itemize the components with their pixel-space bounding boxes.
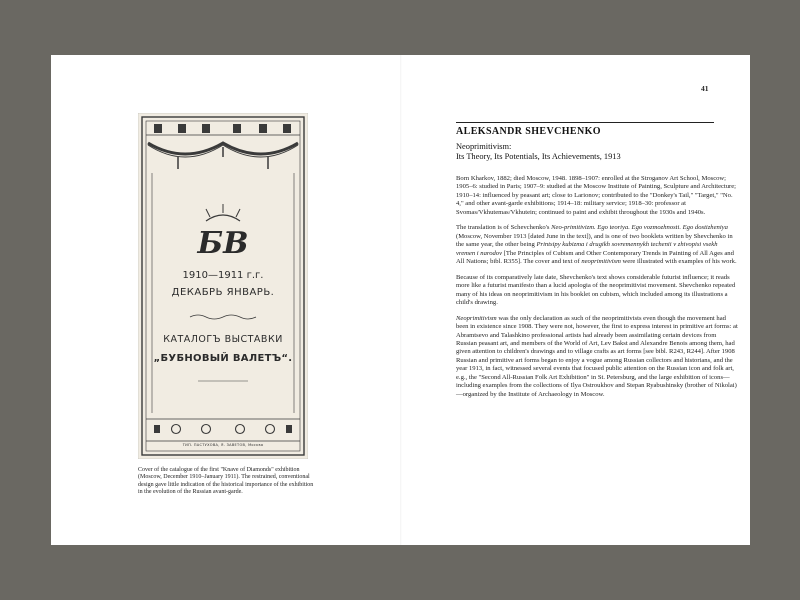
cover-year-line: 1910—1911 г.г. xyxy=(182,270,264,281)
cover-printer-line: ТИП. ПАСТУХОВА, Я. ЗАВЕТОВ, Москва xyxy=(182,443,264,447)
svg-text:БВ: БВ xyxy=(197,226,249,261)
author-heading: ALEKSANDR SHEVCHENKO xyxy=(456,126,601,137)
figure-caption: Cover of the catalogue of the first "Knave of Diamonds" exhibition (Moscow, December 1910–January 1911). The restrained, conventional design gave little indication of the historical importance of the exhibition in the evolution of the Russian avant-garde. xyxy=(138,467,314,496)
p2-text-e: [The Principles of Cubism and Other Contemporary Trends in Painting of All Ages and All Nations; bibl. R355]. The cover and text of xyxy=(456,249,734,266)
p2-italic-second-title: Printsipy kubizma i drugikh sovremennykh techenii v zhivopisi vsekh vremen i narodov xyxy=(456,241,718,257)
paragraph-futurist-influence: Because of its comparatively late date, Shevchenko's text shows considerable futurist influence; it reads more like a futurist manifesto than a lucid apologia of the neoprimitivist movement. Shevchenko repeated many of his ideas on neoprimitivism in his booklet on cubism, which included among its illustrations a child's drawing. xyxy=(456,273,736,307)
page-number: 41 xyxy=(701,84,709,93)
book-spread xyxy=(51,55,750,545)
paragraph-neoprimitivism xyxy=(456,315,738,399)
article-body xyxy=(456,175,738,406)
page-gutter xyxy=(400,55,402,545)
p2-text-c: (Moscow, November 1913 [dated June in the text]), and is one of two booklets written by Shevchenko in the same year, the other being xyxy=(456,232,733,249)
p2-text-g: were illustrated with examples of his work. xyxy=(620,258,737,266)
subtitle-line-2: Its Theory, Its Potentials, Its Achievements, 1913 xyxy=(456,152,621,162)
cover-catalogue-line: КАТАЛОГЪ ВЫСТАВКИ xyxy=(163,334,283,345)
p2-text-a: The translation is of Schevchenko's xyxy=(456,224,552,232)
heading-rule xyxy=(456,122,714,123)
monogram-emblem xyxy=(197,204,249,261)
p2-italic-work: neoprimitivism xyxy=(581,258,621,266)
subtitle-line-1: Neoprimitivism: xyxy=(456,142,512,151)
p4-text: was the only declaration as such of the neoprimitivists even though the movement had been in existence since 1908. They were not, however, the first to express interest in primitive art forms: at Abramtsevo and Talashkino professional artists had already been assimilating certain devices from Russian peasant art, and members of the World of Art, Lev Bakst and Alexandre Benois among them, had given attention to children's drawings and to village crafts as art forms [see bibl. R243, R244]. After 1908 Russian and primitive art forms began to enjoy a vogue among Russian collectors and historians, and the year 1913, in fact, witnessed several events that focused public attention on the Russian icon and folk art, e.g., the "Second All-Russian Folk Art Exhibition" in St. Petersburg, and the large exhibition of icons—including examples from the collections of Ilya Ostroukhov and Stepan Ryabushinsky (brother of Nikolai)—organized by the Institute of Archaeology in Moscow. xyxy=(456,314,738,398)
cover-ornament-frame xyxy=(138,113,308,459)
paragraph-translation-note xyxy=(456,224,738,266)
paragraph-biography: Born Kharkov, 1882; died Moscow, 1948. 1898–1907: enrolled at the Stroganov Art School, Moscow; 1905–6: studied in Paris; 1907–9: studied at the Moscow Institute of Painting, Sculpture and Architecture; 1910–14: influenced by peasant art; close to Larionov; contributed to the "Donkey's Tail," "Target," "No. 4," and other avant-garde exhibitions; 1914–18: military service; 1918–30: professor at Svomas/Vkhutemas/Vkhutein; continued to paint and exhibit throughout the 1930s and 1940s. xyxy=(456,175,737,216)
p2-italic-title: Neo-primitivizm. Ego teoriya. Ego vozmozhnosti. Ego dostizheniya xyxy=(551,224,728,232)
p4-italic-lead: Neoprimitivism xyxy=(456,314,497,322)
cover-title-line: „БУБНОВЫЙ ВАЛЕТЪ“. xyxy=(153,353,293,364)
catalogue-cover-image xyxy=(138,113,308,459)
essay-subtitle xyxy=(456,142,726,163)
cover-month-line: ДЕКАБРЬ ЯНВАРЬ. xyxy=(171,287,275,298)
